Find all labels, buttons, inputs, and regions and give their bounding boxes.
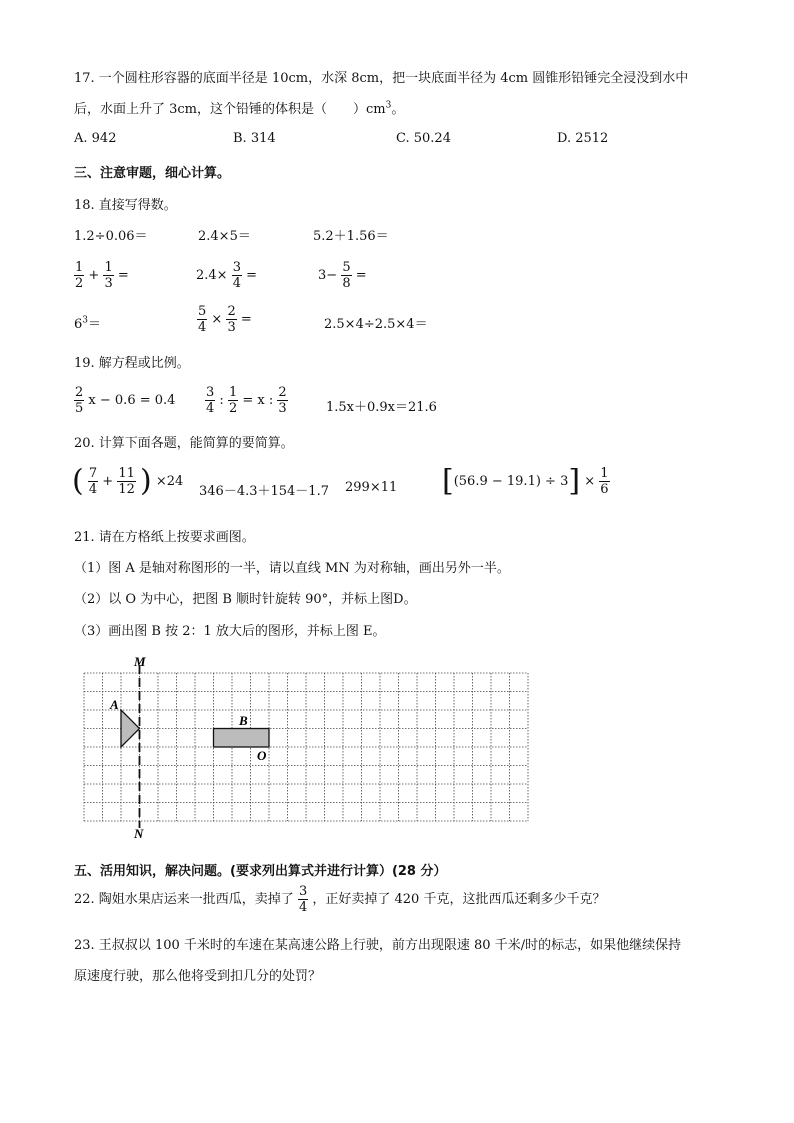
fraction: $\frac{3}{4}$ [206,385,215,416]
q18-r3-a: $6^3=$ [74,315,102,332]
equals: = [117,268,129,283]
equals: = [240,312,252,327]
label-a: A [110,697,119,712]
q17-line2-text: 后，水面上升了 3cm，这个铅锤的体积是（ ）cm [74,102,386,117]
right-paren: ) [140,463,152,499]
prefix: 2.4× [196,268,228,283]
q23-line1: 23. 王叔叔以 100 千米时的车速在某高速公路上行驶，前方出现限速 80 千米/时的标志，如果他继续保持 [74,938,682,953]
q17-line2-end: 。 [391,102,405,117]
fraction: $\frac{3}{4}$ [298,884,308,915]
left-bracket: [ [442,463,454,499]
fraction: $\frac{3}{4}$ [232,260,241,291]
operator: × [584,474,596,489]
fraction: $\frac{1}{6}$ [600,466,609,497]
q19-eq3: 1.5x＋0.9x＝21.6 [326,400,437,415]
fraction: $\frac{7}{4}$ [88,466,98,497]
q20-calc2: 346－4.3＋154－1.7 [199,484,329,499]
fraction: $\frac{1}{2}$ [75,260,84,291]
q21-part1: （1）图 A 是轴对称图形的一半，请以直线 MN 为对称轴，画出另外一半。 [74,561,510,576]
q17-option-c[interactable]: C. 50.24 [396,131,451,146]
operator: + [102,474,114,489]
fraction: $\frac{5}{8}$ [342,260,351,291]
q22 [74,884,605,915]
fraction: $\frac{5}{4}$ [198,304,207,335]
fraction: $\frac{1}{2}$ [228,385,238,416]
expression: (56.9 − 19.1) ÷ 3 [453,474,569,489]
q18-r1-c: 5.2＋1.56＝ [313,229,389,244]
expression: = x : [242,393,274,408]
q21-part2: （2）以 O 为中心，把图 B 顺时针旋转 90°，并标上图D。 [74,592,417,607]
q22-post: ，正好卖掉了 420 千克，这批西瓜还剩多少千克？ [312,892,606,907]
label-o: O [257,748,267,763]
q18-r1-b: 2.4×5＝ [198,229,251,244]
section-3-heading: 三、注意审题，细心计算。 [74,166,231,181]
q18-title: 18. 直接写得数。 [74,198,177,213]
q17-unit-sup: 3 [385,100,392,111]
expression: ×24 [155,474,184,489]
q17-option-b[interactable]: B. 314 [233,131,276,146]
q19-title: 19. 解方程或比例。 [74,356,190,371]
prefix: 3− [318,268,338,283]
q21-part3: （3）画出图 B 按 2：1 放大后的图形，并标上图 E。 [74,624,386,639]
shape-a [121,710,140,747]
fraction: $\frac{2}{5}$ [75,385,84,416]
q23-line2: 原速度行驶，那么他将受到扣几分的处罚？ [74,969,322,984]
equals: = [246,268,258,283]
q22-pre: 22. 陶姐水果店运来一批西瓜，卖掉了 [74,892,294,907]
grid-lines [84,673,528,821]
q17-option-d[interactable]: D. 2512 [557,131,609,146]
colon: : [219,393,224,408]
left-paren: ( [72,463,84,499]
q17-line1: 17. 一个圆柱形容器的底面半径是 10cm，水深 8cm，把一块底面半径为 4cm 圆锥形铅锤完全浸没到水中 [74,71,689,86]
q18-r3-c: 2.5×4÷2.5×4＝ [324,317,428,332]
fraction: $\frac{11}{12}$ [118,466,135,497]
fraction: $\frac{2}{3}$ [227,304,236,335]
label-m: M [134,654,146,669]
q21-title: 21. 请在方格纸上按要求画图。 [74,530,255,545]
equals: = [355,268,367,283]
label-n: N [134,826,144,841]
fraction: $\frac{2}{3}$ [278,385,287,416]
right-bracket: ] [568,463,581,499]
fraction: $\frac{1}{3}$ [104,260,113,291]
label-b: B [239,713,248,728]
q20-title: 20. 计算下面各题，能简算的要简算。 [74,436,294,451]
operator: × [211,312,223,327]
shape-b [214,729,270,748]
operator: + [88,268,100,283]
section-5-heading: 五、活用知识，解决问题。(要求列出算式并进行计算）(28 分） [74,864,447,879]
q17-option-a[interactable]: A. 942 [74,131,117,146]
q20-calc3: 299×11 [345,480,398,495]
q18-r1-a: 1.2÷0.06＝ [74,229,148,244]
expression: x − 0.6 = 0.4 [88,393,176,408]
